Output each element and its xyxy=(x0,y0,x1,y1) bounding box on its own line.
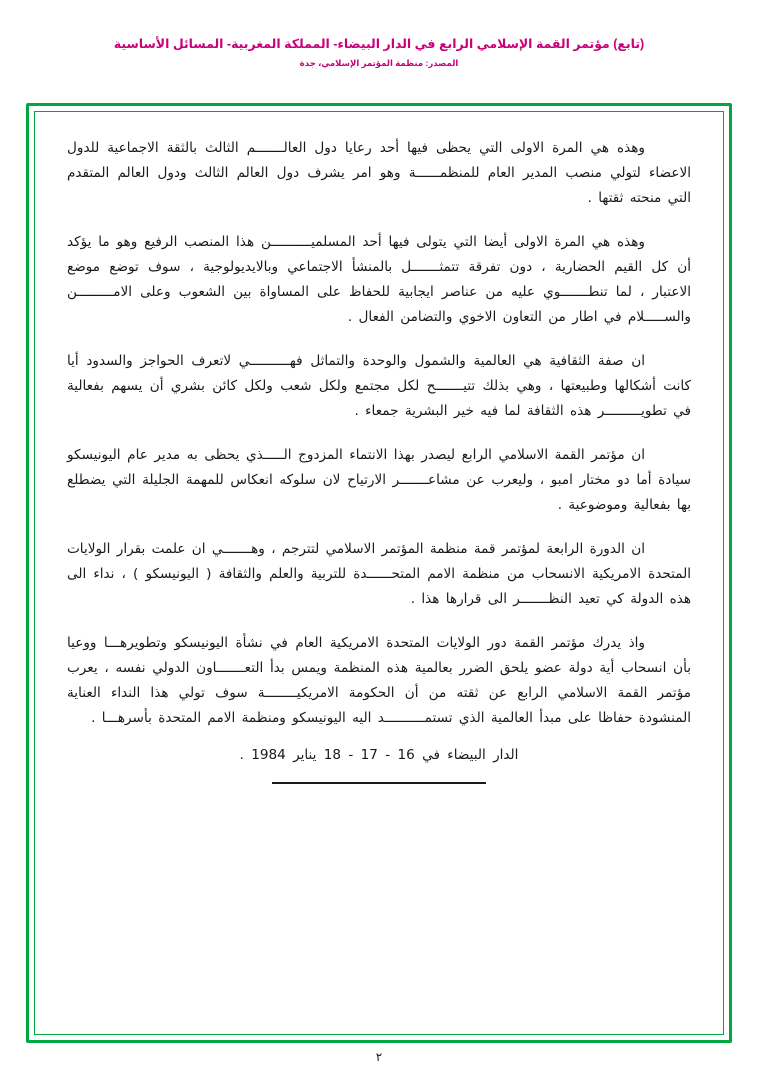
paragraph: ان صفة الثقافية هي العالمية والشمول والوحدة والتماثل فهــــــــــي لاتعرف الحواجز والسدود أيا كانت أشكالها وطبيعتها ، وهي بذلك تتيـــــــح لكل مجتمع ولكل شعب ولكل كائن بشري أن يسهم بفعالية في تطويـــــــــر هذه الثقافة لما فيه خير البشرية جمعاء . xyxy=(67,353,691,419)
paragraph: وهذه هي المرة الاولى التي يحظى فيها أحد رعايا دول العالـــــــم الثالث بالثقة الاجماعية للدول الاعضاء لتولي منصب المدير العام للمنظمــــــة وهو امر يشرف دول العالم الثالث ودول العالم المتقدم التي منحته ثقتها . xyxy=(67,140,691,206)
header-source: المصدر: منظمة المؤتمر الإسلامي، جدة xyxy=(299,58,459,68)
document-body xyxy=(67,136,691,1020)
page-header xyxy=(0,0,758,69)
date-line: الدار البيضاء في 16 - 17 - 18 يناير 1984 . xyxy=(239,747,519,763)
header-title: (تابع) مؤتمر القمة الإسلامي الرابع في الدار البيضاء- المملكة المغربية- المسائل الأساسية xyxy=(113,37,645,51)
horizontal-rule xyxy=(272,782,486,784)
paragraph: واذ يدرك مؤتمر القمة دور الولايات المتحدة الامريكية العام في نشأة اليونيسكو وتطويرهـــا ووعيا بأن انسحاب أية دولة عضو يلحق الضرر بعالمية هذه المنظمة ويمس بدأ التعـــــــاون الدولي نفسه ، يعرب مؤتمر القمة الاسلامي الرابع عن ثقته من أن الحكومة الامريكيــــــــة سوف تولي هذا النداء العناية المنشودة حفاظا على مبدأ العالمية الذي تستمــــــــــد اليه اليونيسكو ومنظمة الامم المتحدة بأسرهـــا . xyxy=(67,635,691,726)
green-border-frame xyxy=(26,103,732,1043)
paragraph: ان مؤتمر القمة الاسلامي الرابع ليصدر بهذا الانتماء المزدوج الـــــذي يحظى به مدير عام اليونيسكو سيادة أما دو مختار امبو ، وليعرب عن مشاعـــــــر الارتياح لان سلوكه انعكاس للمهمة الجليلة التي يضطلع بها بفعالية وموضوعية . xyxy=(67,447,691,513)
paragraph: ان الدورة الرابعة لمؤتمر قمة منظمة المؤتمر الاسلامي لتترجم ، وهـــــــي ان علمت بقرار الولايات المتحدة الامريكية الانسحاب من منظمة الامم المتحــــــدة للتربية والعلم والثقافة ( اليونيسكو ) ، نداء الى هذه الدولة كي تعيد النظـــــــر الى قرارها هذا . xyxy=(67,541,691,607)
page-number: ٢ xyxy=(375,1050,383,1064)
paragraph: وهذه هي المرة الاولى أيضا التي يتولى فيها أحد المسلميــــــــــن هذا المنصب الرفيع وهو ما يؤكد أن كل القيم الحضارية ، دون تفرقة تتمثـــــــل بالمنشأ الاجتماعي وبالايديولوجية ، سوف توضع موضع الاعتبار ، لما تنطـــــــوي عليه من عناصر ايجابية للحفاظ على المساواة بين الشعوب وعلى الامـــــــــن والســـــلام في اطار من التعاون الاخوي والتضامن الفعال . xyxy=(67,234,691,325)
